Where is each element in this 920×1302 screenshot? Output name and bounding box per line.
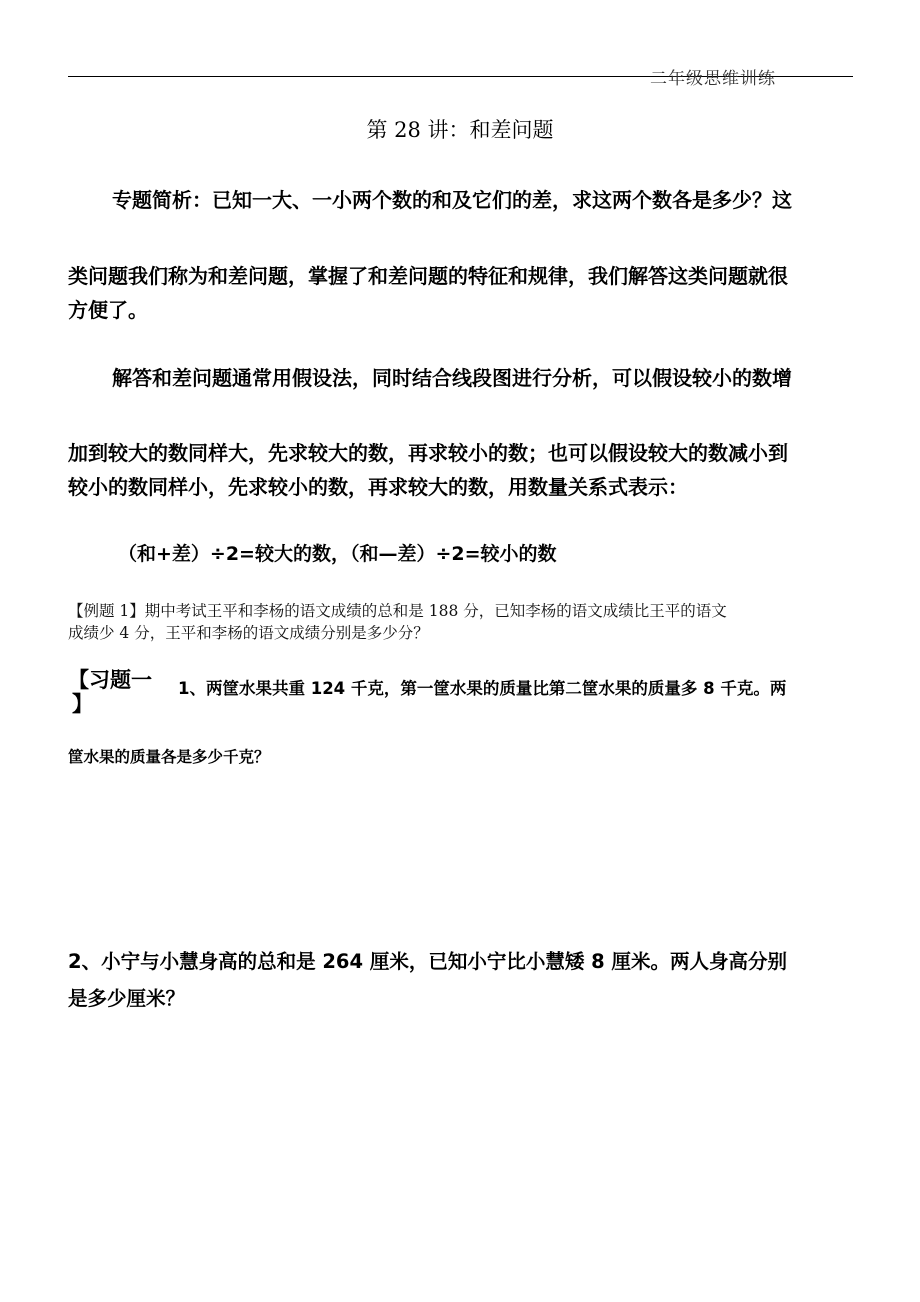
exercise-question-2-line-1: 2、小宁与小慧身高的总和是 264 厘米，已知小宁比小慧矮 8 厘米。两人身高分别 xyxy=(68,950,787,973)
intro-line-3: 方便了。 xyxy=(68,298,148,322)
page-title: 第 28 讲：和差问题 xyxy=(366,118,554,142)
exercise-question-1-line-2: 筐水果的质量各是多少千克？ xyxy=(68,748,270,766)
intro-line-1: 专题简析：已知一大、一小两个数的和及它们的差，求这两个数各是多少？这 xyxy=(112,188,792,212)
method-line-3: 较小的数同样小，先求较小的数，再求较大的数，用数量关系式表示： xyxy=(68,475,688,499)
exercise-label-line-1: 【习题一 xyxy=(68,668,152,692)
header-text: 二年级思维训练 xyxy=(650,69,776,89)
example-1-line-2: 成绩少 4 分，王平和李杨的语文成绩分别是多少分？ xyxy=(68,624,429,642)
exercise-question-1-line-1: 1、两筐水果共重 124 千克，第一筐水果的质量比第二筐水果的质量多 8 千克。两 xyxy=(178,679,787,698)
example-1-line-1: 【例题 1】期中考试王平和李杨的语文成绩的总和是 188 分，已知李杨的语文成绩比王平的语文 xyxy=(68,602,727,620)
intro-line-2: 类问题我们称为和差问题，掌握了和差问题的特征和规律，我们解答这类问题就很 xyxy=(68,264,788,288)
method-line-2: 加到较大的数同样大，先求较大的数，再求较小的数；也可以假设较大的数减小到 xyxy=(68,441,788,465)
method-line-1: 解答和差问题通常用假设法，同时结合线段图进行分析，可以假设较小的数增 xyxy=(112,366,792,390)
exercise-label-line-2: 】 xyxy=(72,692,93,716)
exercise-question-2-line-2: 是多少厘米？ xyxy=(68,987,186,1010)
exercise-label xyxy=(68,668,152,716)
formula: （和+差）÷2=较大的数，（和—差）÷2=较小的数 xyxy=(118,543,557,565)
